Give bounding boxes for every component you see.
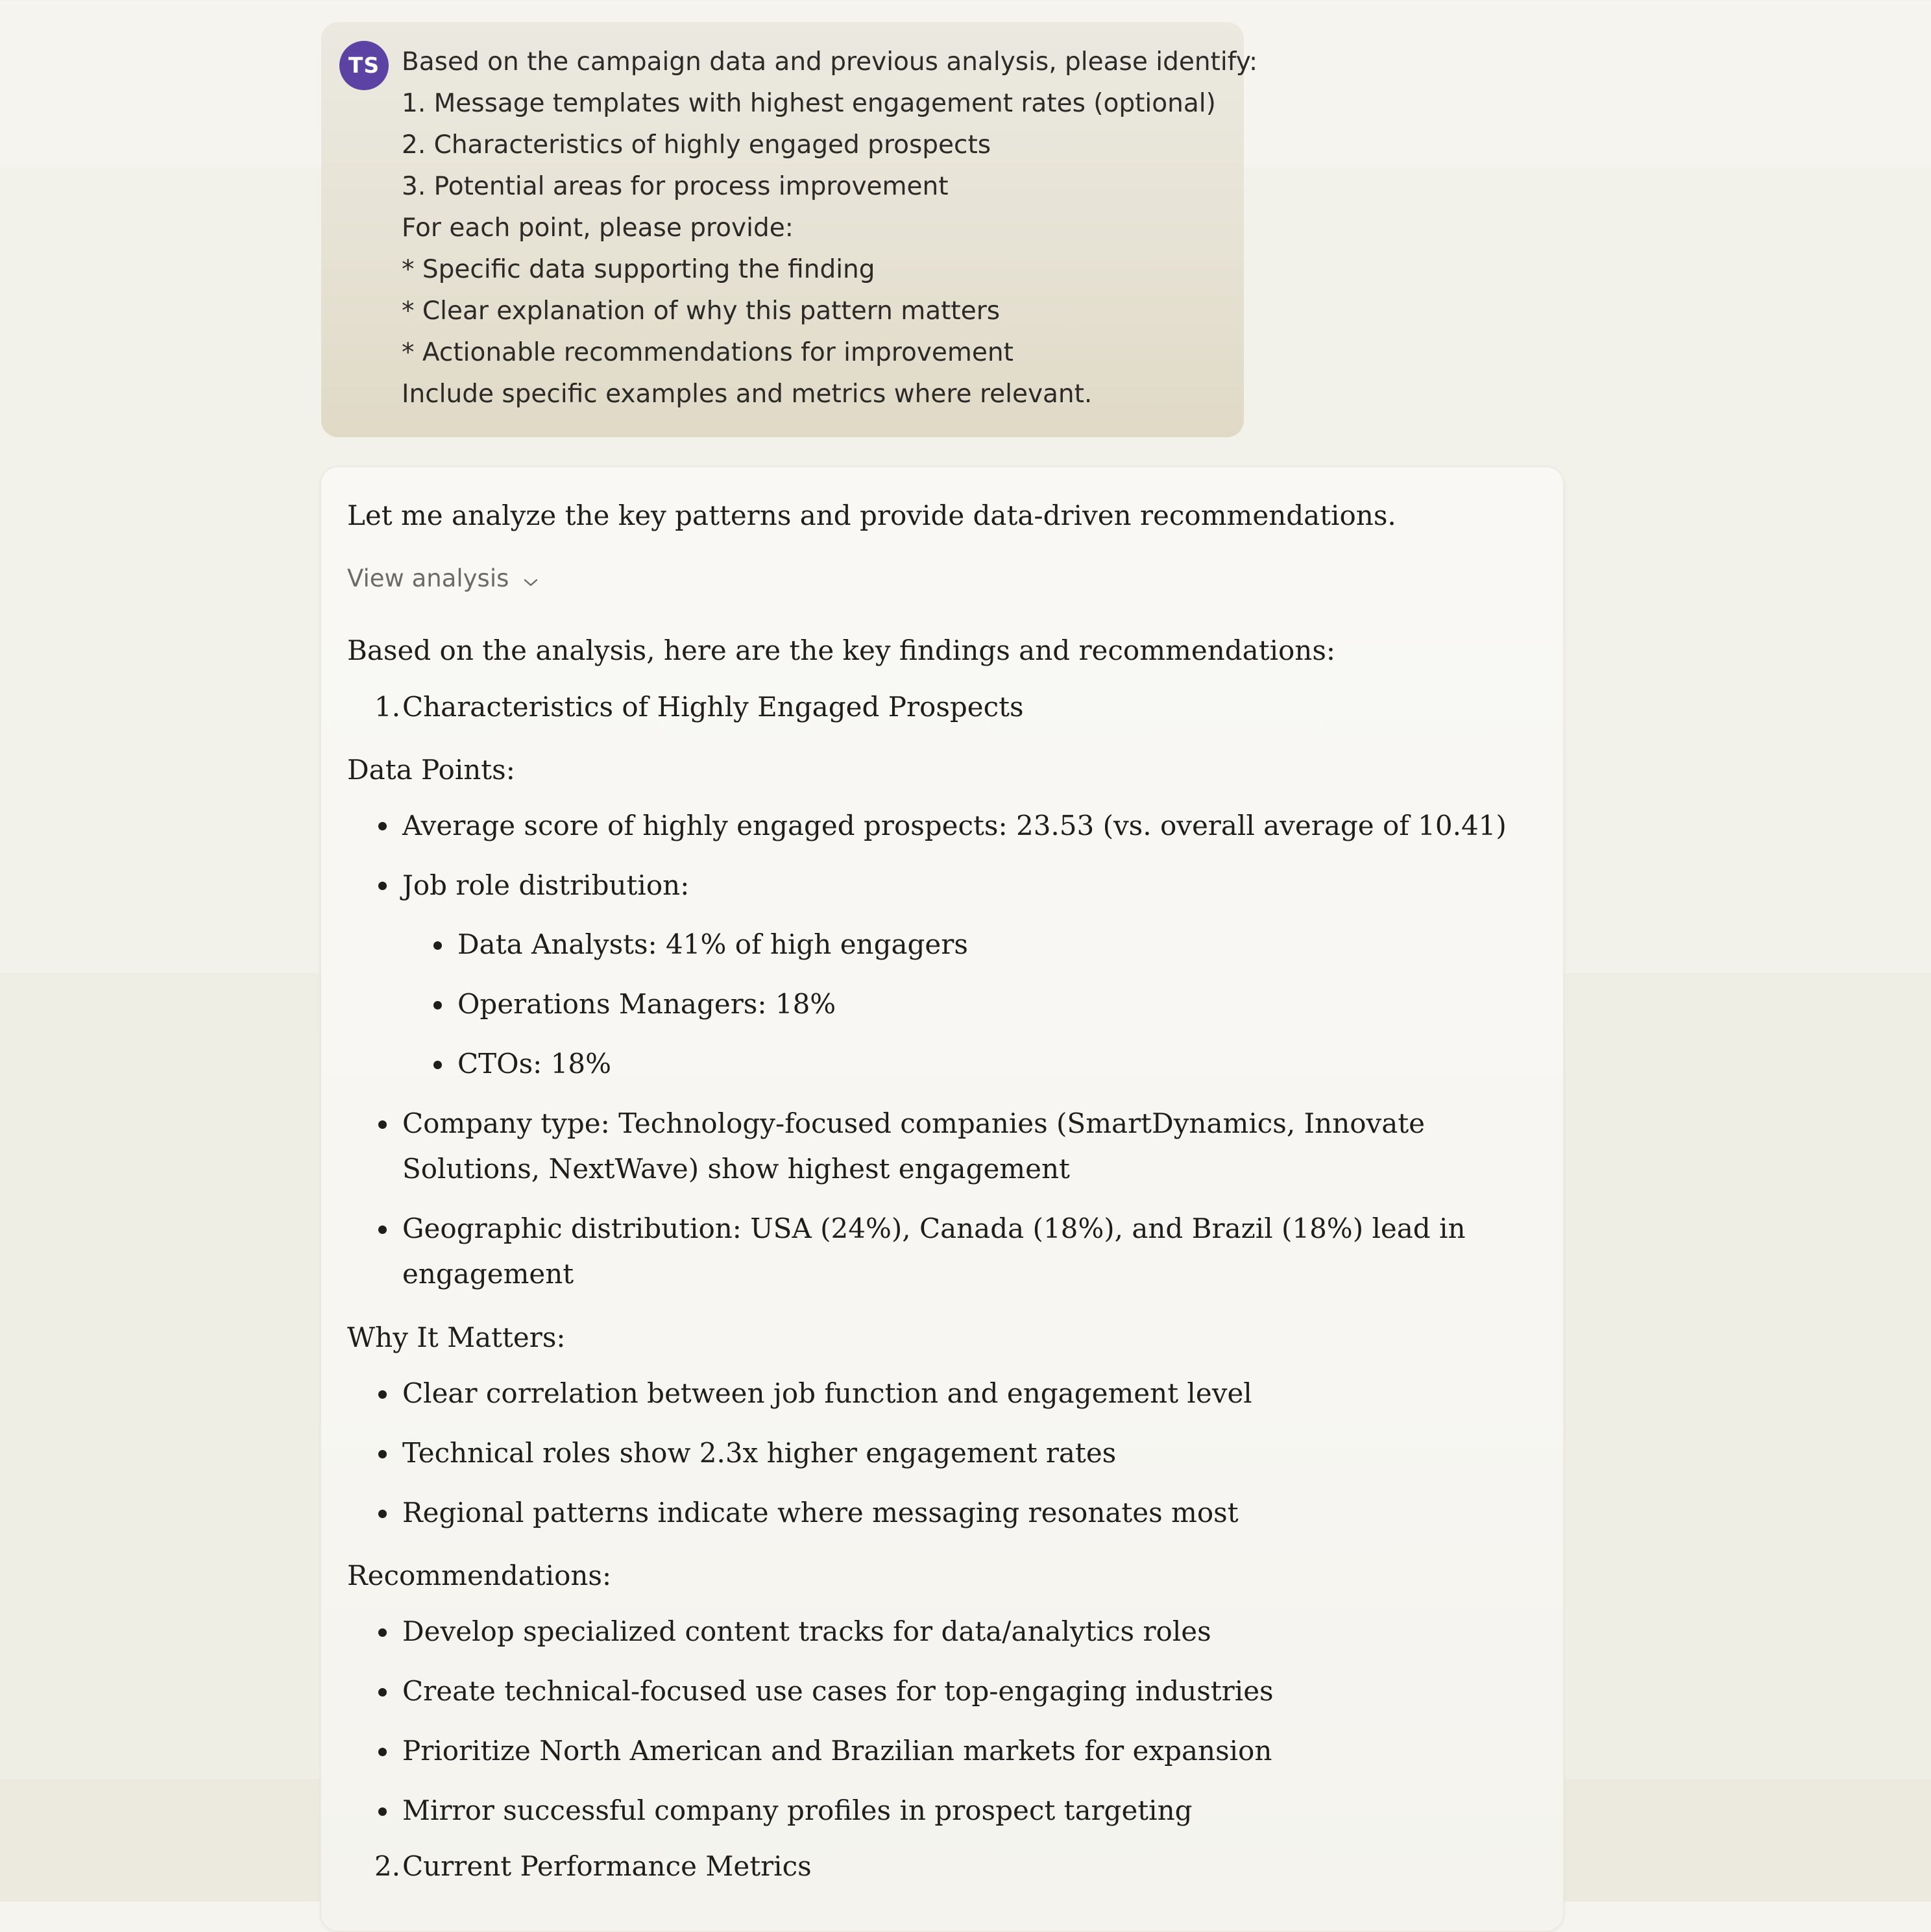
chevron-down-icon (523, 561, 539, 599)
bullet (378, 882, 387, 890)
bullet (433, 941, 442, 950)
bullet (378, 822, 387, 830)
user-message-line: * Clear explanation of why this pattern matters (402, 296, 1001, 326)
user-message-line: For each point, please provide: (402, 213, 794, 243)
user-message-line: 3. Potential areas for process improvement (402, 172, 949, 201)
list-item: Geographic distribution: USA (24%), Canada (18%), and Brazil (18%) lead in (402, 1213, 1466, 1244)
bullet (378, 1510, 387, 1518)
list-item: Company type: Technology-focused companies (SmartDynamics, Innovate (402, 1107, 1426, 1139)
user-message-line: 1. Message templates with highest engagement rates (optional) (402, 89, 1216, 118)
user-message-line: * Specific data supporting the finding (402, 255, 875, 284)
why-it-matters-heading: Why It Matters: (347, 1322, 566, 1353)
bullet (433, 1001, 442, 1009)
section-number: 1. (374, 691, 401, 723)
list-item: Regional patterns indicate where messaging resonates most (402, 1497, 1239, 1528)
recommendations-heading: Recommendations: (347, 1560, 612, 1591)
bullet (378, 1748, 387, 1756)
user-message-line: Based on the campaign data and previous analysis, please identify: (402, 47, 1258, 77)
section-title: Current Performance Metrics (402, 1850, 812, 1882)
nested-list-item: Operations Managers: 18% (457, 988, 836, 1020)
bullet (378, 1628, 387, 1637)
nested-list-item: Data Analysts: 41% of high engagers (457, 928, 968, 960)
user-message-text (402, 42, 1258, 415)
list-item: Mirror successful company profiles in prospect targeting (402, 1794, 1193, 1826)
list-item: Clear correlation between job function and engagement level (402, 1377, 1252, 1409)
bullet (378, 1450, 387, 1458)
bullet (378, 1390, 387, 1399)
list-item-continuation: engagement (402, 1258, 574, 1290)
bullet (378, 1120, 387, 1129)
data-points-heading: Data Points: (347, 754, 515, 786)
view-analysis-toggle[interactable] (347, 559, 539, 599)
list-item-continuation: Solutions, NextWave) show highest engagement (402, 1153, 1070, 1185)
bullet (378, 1807, 387, 1816)
user-message-line: * Actionable recommendations for improvement (402, 338, 1014, 367)
bullet (378, 1688, 387, 1697)
assistant-message-card (320, 466, 1564, 1932)
assistant-intro: Let me analyze the key patterns and provide data-driven recommendations. (347, 500, 1396, 531)
list-item: Develop specialized content tracks for data/analytics roles (402, 1615, 1211, 1647)
user-message-line: Include specific examples and metrics where relevant. (402, 380, 1093, 409)
view-analysis-label: View analysis (347, 564, 509, 592)
bullet (378, 1226, 387, 1234)
user-avatar[interactable]: TS (339, 41, 389, 90)
nested-list-item: CTOs: 18% (457, 1048, 611, 1080)
analysis-lead: Based on the analysis, here are the key findings and recommendations: (347, 634, 1336, 666)
list-item: Job role distribution: (402, 869, 690, 901)
list-item: Technical roles show 2.3x higher engagement rates (402, 1437, 1117, 1469)
bullet (433, 1061, 442, 1069)
list-item: Create technical-focused use cases for top-engaging industries (402, 1675, 1274, 1707)
user-message-line: 2. Characteristics of highly engaged prospects (402, 130, 991, 160)
list-item: Prioritize North American and Brazilian markets for expansion (402, 1735, 1272, 1767)
list-item: Average score of highly engaged prospects: 23.53 (vs. overall average of 10.41) (402, 810, 1507, 841)
section-number: 2. (374, 1850, 401, 1882)
user-message-bubble (321, 22, 1258, 437)
section-title: Characteristics of Highly Engaged Prospects (402, 691, 1024, 723)
